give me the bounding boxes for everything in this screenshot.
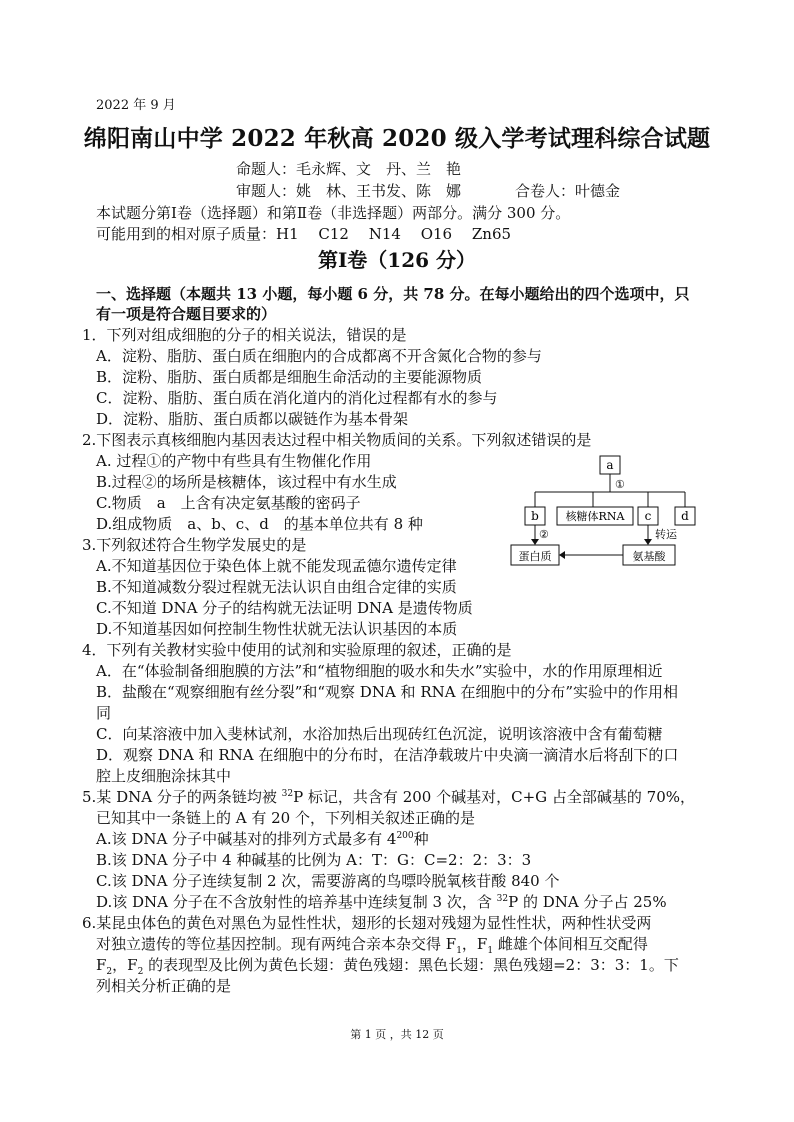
proposers: 命题人：毛永辉、文 丹、兰 艳: [236, 160, 462, 178]
q4-option-d-cont: 腔上皮细胞涂抹其中: [96, 767, 232, 785]
q3-option-d: D.不知道基因如何控制生物性状就无法认识基因的本质: [96, 620, 458, 638]
label-step1: ①: [615, 478, 625, 491]
q1-option-d: D．淀粉、脂肪、蛋白质都以碳链作为基本骨架: [96, 410, 409, 428]
date: 2022 年 9 月: [96, 98, 176, 113]
q5-option-a: A.该 DNA 分子中碱基对的排列方式最多有 $4^{200}$种: [96, 830, 429, 848]
q1-option-b: B．淀粉、脂肪、蛋白质都是细胞生命活动的主要能源物质: [96, 368, 483, 386]
label-d: d: [681, 509, 689, 523]
q3-option-b: B.不知道减数分裂过程就无法认识自由组合定律的实质: [96, 578, 457, 596]
label-amino-acid: 氨基酸: [632, 550, 666, 563]
q4-option-c: C．向某溶液中加入斐林试剂，水浴加热后出现砖红色沉淀，说明该溶液中含有葡萄糖: [96, 725, 663, 743]
gene-expression-diagram: [505, 450, 705, 575]
q6-stem-line-4: 列相关分析正确的是: [96, 977, 232, 995]
reviewers: 审题人：姚 林、王书发、陈 娜: [236, 182, 462, 200]
q5-option-b: B.该 DNA 分子中 4 种碱基的比例为 A：T：G：C=2：2：3：3: [96, 851, 532, 869]
label-step2: ②: [539, 528, 549, 541]
q6-stem: 6.某昆虫体色的黄色对黑色为显性性状，翅形的长翅对残翅为显性性状，两种性状受两: [82, 914, 652, 932]
q2-option-d: D.组成物质 a、b、c、d 的基本单位共有 8 种: [96, 515, 423, 533]
q5-stem-cont: 已知其中一条链上的 A 有 20 个，下列相关叙述正确的是: [96, 809, 475, 827]
q4-option-b-cont: 同: [96, 704, 112, 722]
label-c: c: [644, 509, 652, 523]
q1-option-c: C．淀粉、脂肪、蛋白质在消化道内的消化过程都有水的参与: [96, 389, 498, 407]
q6-stem-line-2: 对独立遗传的等位基因控制。现有两纯合亲本杂交得 $F_1$，$F_1$ 雌雄个体间相互交配得: [96, 935, 648, 956]
combiner: 合卷人：叶德金: [515, 182, 621, 200]
q1-option-a: A．淀粉、脂肪、蛋白质在细胞内的合成都离不开含氮化合物的参与: [96, 347, 542, 365]
exam-title: 绵阳南山中学 2022 年秋高 2020 级入学考试理科综合试题: [83, 125, 711, 152]
q2-stem: 2.下图表示真核细胞内基因表达过程中相关物质间的关系。下列叙述错误的是: [82, 431, 592, 449]
q3-option-a: A.不知道基因位于染色体上就不能发现孟德尔遗传定律: [96, 557, 457, 575]
page-footer: 第 1 页 ，共 12 页: [350, 1028, 444, 1041]
q2-option-b: B.过程②的场所是核糖体，该过程中有水生成: [96, 473, 397, 491]
q2-option-a: A. 过程①的产物中有些具有生物催化作用: [96, 452, 372, 470]
q4-option-d: D．观察 DNA 和 RNA 在细胞中的分布时，在洁净载玻片中央滴一滴清水后将刮下的口: [96, 746, 679, 764]
q6-stem-line-3: $F_2$，$F_2$ 的表现型及比例为黄色长翅：黄色残翅：黑色长翅：黑色残翅=2：3：3：1。下: [96, 956, 679, 977]
intro-text: 本试题分第Ⅰ卷（选择题）和第Ⅱ卷（非选择题）两部分。满分 300 分。: [96, 204, 571, 222]
label-b: b: [531, 509, 539, 523]
q4-option-a: A．在“体验制备细胞膜的方法”和“植物细胞的吸水和失水”实验中，水的作用原理相近: [96, 662, 663, 680]
label-ribosome-rna: 核糖体RNA: [565, 510, 625, 523]
label-a: a: [606, 458, 614, 472]
q5-option-c: C.该 DNA 分子连续复制 2 次，需要游离的鸟嘌呤脱氧核苷酸 840 个: [96, 872, 560, 890]
label-protein: 蛋白质: [518, 550, 552, 563]
instructions-line-2: 有一项是符合题目要求的）: [96, 305, 277, 323]
label-transport: 转运: [655, 528, 677, 541]
q3-stem: 3.下列叙述符合生物学发展史的是: [82, 536, 307, 554]
atomic-mass: 可能用到的相对原子质量：H1 C12 N14 O16 Zn65: [96, 225, 512, 243]
q5-option-d: D.该 DNA 分子在不含放射性的培养基中连续复制 3 次，含 $^{32}$P 的 DNA 分子占 25%: [96, 893, 667, 911]
q4-stem: 4．下列有关教材实验中使用的试剂和实验原理的叙述，正确的是: [82, 641, 512, 659]
q5-stem: 5.某 DNA 分子的两条链均被 $^{32}$P 标记，共含有 200 个碱基对，C+G 占全部碱基的 70%，: [82, 788, 695, 806]
q2-option-c: C.物质 a 上含有决定氨基酸的密码子: [96, 494, 361, 512]
instructions-line-1: 一、选择题（本题共 13 小题，每小题 6 分，共 78 分。在每小题给出的四个选项中，只: [96, 285, 690, 303]
q1-stem: 1．下列对组成细胞的分子的相关说法，错误的是: [82, 326, 407, 344]
q4-option-b: B．盐酸在“观察细胞有丝分裂”和“观察 DNA 和 RNA 在细胞中的分布”实验中的作用相: [96, 683, 679, 701]
section-title: 第Ⅰ卷（126 分）: [317, 248, 477, 272]
q3-option-c: C.不知道 DNA 分子的结构就无法证明 DNA 是遗传物质: [96, 599, 473, 617]
